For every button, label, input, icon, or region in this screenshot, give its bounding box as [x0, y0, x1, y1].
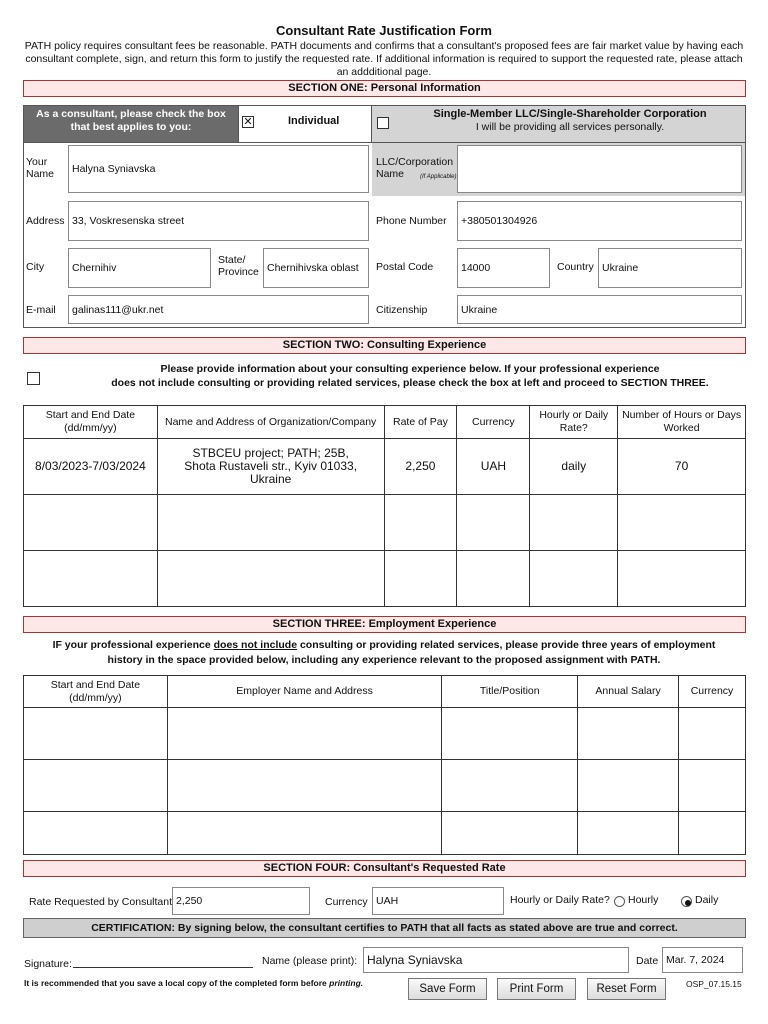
- save-note-text: It is recommended that you save a local copy of the completed form before: [24, 978, 330, 988]
- cell-currency[interactable]: [457, 495, 530, 551]
- postal-label: Postal Code: [376, 261, 434, 273]
- employment-header-row: [24, 676, 746, 708]
- country-field[interactable]: Ukraine: [598, 248, 742, 288]
- col-header-rate: Rate of Pay: [384, 406, 457, 439]
- phone-field[interactable]: +380501304926: [457, 201, 742, 241]
- col-header-employer: Employer Name and Address: [167, 676, 442, 708]
- section-three-instructions-1: [24, 639, 744, 651]
- print-name-field[interactable]: Halyna Syniavska: [363, 947, 629, 973]
- cell-hours[interactable]: [618, 551, 746, 607]
- address-field[interactable]: 33, Voskresenska street: [68, 201, 369, 241]
- email-label: E-mail: [26, 304, 56, 316]
- country-label: Country: [557, 261, 594, 273]
- hourly-label: Hourly: [628, 894, 659, 906]
- reset-form-button[interactable]: Reset Form: [587, 978, 666, 1000]
- cell-rate[interactable]: [384, 495, 457, 551]
- phone-label: Phone Number: [376, 215, 447, 227]
- table-row: [24, 708, 746, 760]
- col-header-dates: Start and End Date (dd/mm/yy): [24, 406, 158, 439]
- cell-organization[interactable]: [157, 551, 384, 607]
- cell-dates[interactable]: [24, 551, 158, 607]
- section-three-instructions-2: history in the space provided below, including any experience relevant to the proposed assignment with PATH.: [107, 654, 661, 666]
- consulting-header-row: [24, 406, 746, 439]
- cell-rate[interactable]: 2,250: [384, 439, 457, 495]
- section-two-header: SECTION TWO: Consulting Experience: [23, 337, 746, 354]
- col-header-dates: Start and End Date (dd/mm/yy): [24, 676, 168, 708]
- cell-hours[interactable]: 70: [618, 439, 746, 495]
- col-header-hours: Number of Hours or Days Worked: [618, 406, 746, 439]
- form-code: OSP_07.15.15: [686, 979, 742, 989]
- cell-currency[interactable]: [457, 551, 530, 607]
- section-four-header: SECTION FOUR: Consultant's Requested Rate: [23, 860, 746, 877]
- individual-label: Individual: [288, 115, 340, 127]
- date-field[interactable]: Mar. 7, 2024: [662, 947, 743, 973]
- llc-name-field[interactable]: [457, 145, 742, 193]
- col-header-title: Title/Position: [442, 676, 578, 708]
- table-row: [24, 439, 746, 495]
- cell-currency[interactable]: [679, 760, 746, 812]
- section-three-header: SECTION THREE: Employment Experience: [23, 616, 746, 633]
- cell-currency[interactable]: [679, 708, 746, 760]
- postal-field[interactable]: 14000: [457, 248, 550, 288]
- cell-title[interactable]: [442, 812, 578, 855]
- cell-currency[interactable]: UAH: [457, 439, 530, 495]
- rate-requested-field[interactable]: 2,250: [172, 887, 310, 915]
- currency-label: Currency: [325, 896, 368, 908]
- no-consulting-checkbox[interactable]: [27, 372, 40, 385]
- col-header-salary: Annual Salary: [578, 676, 679, 708]
- rate-requested-label: Rate Requested by Consultant: [29, 896, 173, 908]
- llc-sublabel: I will be providing all services personally.: [475, 121, 665, 133]
- llc-label: Single-Member LLC/Single-Shareholder Corporation: [433, 108, 707, 120]
- table-row: [24, 760, 746, 812]
- cell-dates[interactable]: [24, 760, 168, 812]
- instr-underline: does not include: [213, 639, 298, 651]
- rate-type-label: Hourly or Daily Rate?: [510, 894, 610, 906]
- signature-line[interactable]: [73, 967, 253, 968]
- employment-table: [23, 675, 746, 855]
- cell-employer[interactable]: [167, 708, 442, 760]
- instr-post: consulting or providing related services, please provide three years of employment: [297, 639, 716, 651]
- address-label: Address: [26, 215, 65, 227]
- certification-bar: CERTIFICATION: By signing below, the consultant certifies to PATH that all facts as stated above are true and correct.: [23, 918, 746, 938]
- col-header-currency: Currency: [679, 676, 746, 708]
- cell-dates[interactable]: [24, 708, 168, 760]
- cell-salary[interactable]: [578, 812, 679, 855]
- citizenship-label: Citizenship: [376, 304, 428, 316]
- consultant-type-prompt: As a consultant, please check the box that best applies to you:: [24, 106, 238, 142]
- col-header-organization: Name and Address of Organization/Company: [157, 406, 384, 439]
- email-field[interactable]: galinas111@ukr.net: [68, 295, 369, 324]
- table-row: [24, 495, 746, 551]
- cell-employer[interactable]: [167, 812, 442, 855]
- consulting-table: [23, 405, 746, 607]
- instr-pre: IF your professional experience: [52, 639, 214, 651]
- currency-field[interactable]: UAH: [372, 887, 504, 915]
- cell-organization[interactable]: STBCEU project; PATH; 25B, Shota Rustaveli str., Kyiv 01033, Ukraine: [157, 439, 384, 495]
- print-form-button[interactable]: Print Form: [497, 978, 576, 1000]
- cell-hours[interactable]: [618, 495, 746, 551]
- llc-name-note: (If Applicable): [420, 174, 457, 180]
- save-note: [24, 978, 363, 988]
- cell-title[interactable]: [442, 708, 578, 760]
- cell-rate-type[interactable]: [530, 495, 618, 551]
- individual-checkbox[interactable]: ✕: [243, 116, 253, 128]
- table-row: [24, 551, 746, 607]
- cell-salary[interactable]: [578, 760, 679, 812]
- print-name-label: Name (please print):: [262, 955, 358, 967]
- city-label: City: [26, 261, 45, 273]
- cell-rate-type[interactable]: [530, 551, 618, 607]
- your-name-field[interactable]: Halyna Syniavska: [68, 145, 369, 193]
- citizenship-field[interactable]: Ukraine: [457, 295, 742, 324]
- city-field[interactable]: Chernihiv: [68, 248, 211, 288]
- cell-employer[interactable]: [167, 760, 442, 812]
- your-name-label: Your Name: [26, 156, 55, 180]
- cell-organization[interactable]: [157, 495, 384, 551]
- state-field[interactable]: Chernihivska oblast: [263, 248, 369, 288]
- signature-label: Signature:: [24, 958, 72, 970]
- cell-dates[interactable]: [24, 495, 158, 551]
- llc-checkbox[interactable]: [377, 117, 389, 129]
- col-header-currency: Currency: [457, 406, 530, 439]
- save-form-button[interactable]: Save Form: [408, 978, 487, 1000]
- daily-radio[interactable]: [681, 896, 692, 907]
- intro-text: PATH policy requires consultant fees be reasonable. PATH documents and confirms that a consultant's proposed fees are fair market value by having each consultant complete, sign, and return this form to justify the requested rate. If additional information is required to support the requested rate, please attach an addditional page.: [24, 40, 744, 78]
- section-one-header: SECTION ONE: Personal Information: [23, 80, 746, 97]
- section-two-instructions-1: Please provide information about your consulting experience below. If your professional experience: [160, 363, 660, 375]
- daily-label: Daily: [695, 894, 719, 906]
- date-label: Date: [636, 955, 659, 967]
- llc-name-label: LLC/Corporation Name: [376, 156, 454, 180]
- form-title: Consultant Rate Justification Form: [276, 23, 492, 38]
- save-note-italic: printing.: [329, 978, 364, 988]
- cell-dates[interactable]: 8/03/2023-7/03/2024: [24, 439, 158, 495]
- section-two-instructions-2: does not include consulting or providing related services, please check the box at left and proceed to SECTION THREE.: [111, 377, 709, 389]
- table-row: [24, 812, 746, 855]
- cell-currency[interactable]: [679, 812, 746, 855]
- hourly-radio[interactable]: [614, 896, 625, 907]
- cell-salary[interactable]: [578, 708, 679, 760]
- cell-rate-type[interactable]: daily: [530, 439, 618, 495]
- col-header-rate-type: Hourly or Daily Rate?: [530, 406, 618, 439]
- state-label: State/ Province: [218, 254, 259, 278]
- daily-radio-dot: [685, 900, 691, 906]
- cell-title[interactable]: [442, 760, 578, 812]
- cell-rate[interactable]: [384, 551, 457, 607]
- cell-dates[interactable]: [24, 812, 168, 855]
